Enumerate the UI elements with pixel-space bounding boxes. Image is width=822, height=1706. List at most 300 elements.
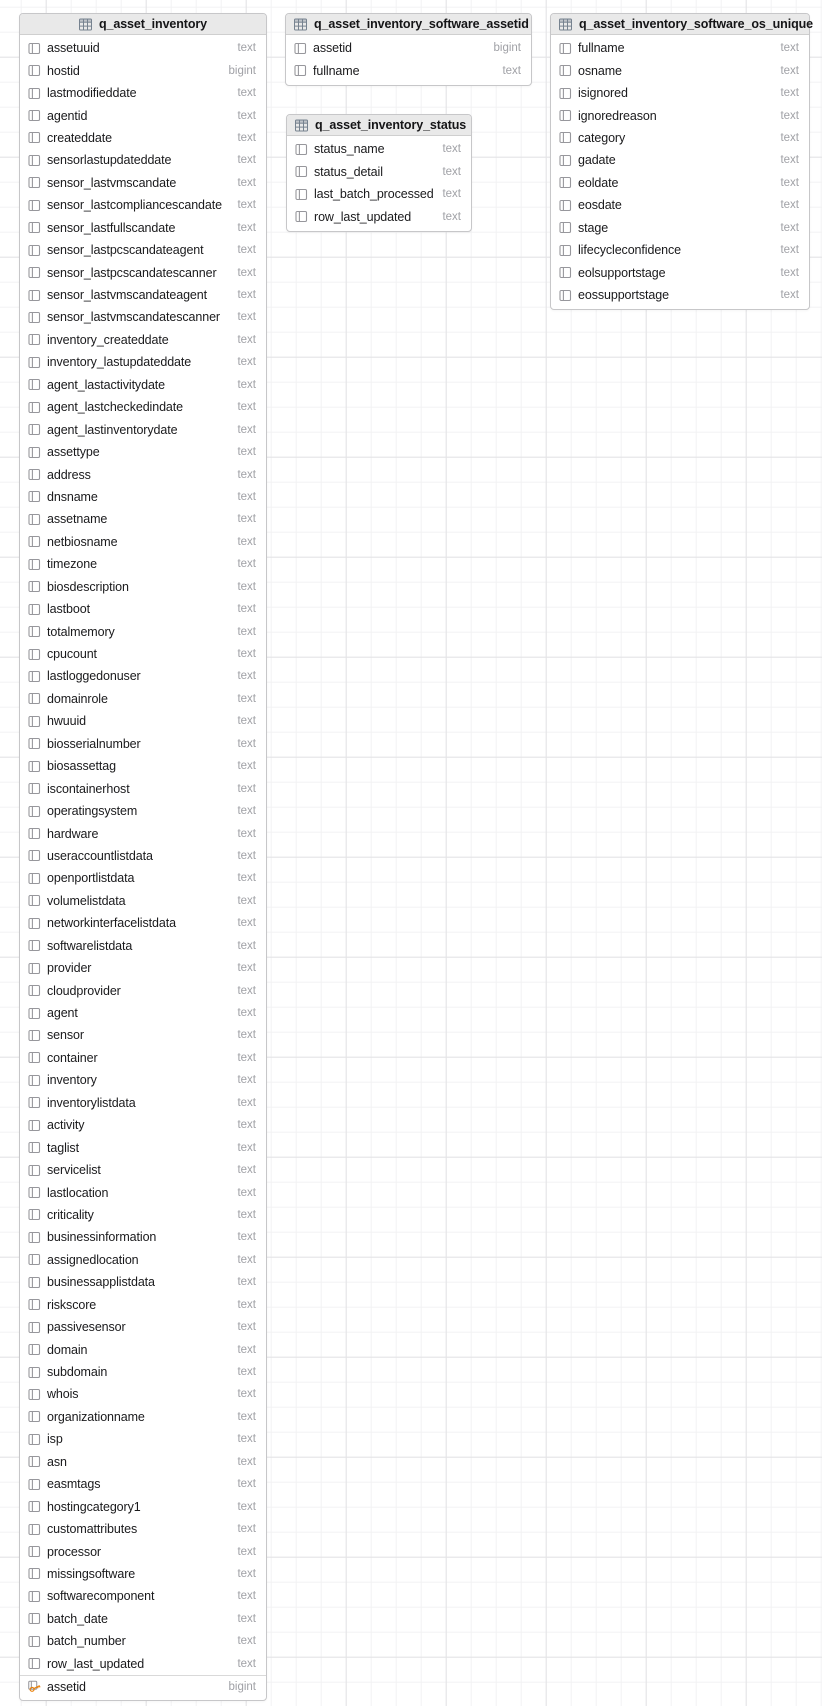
column-row[interactable] [20,912,266,934]
column-type: text [237,872,256,885]
column-name: iscontainerhost [47,781,130,796]
column-row[interactable] [20,1316,266,1338]
column-icon [28,289,41,302]
column-row[interactable] [20,329,266,351]
column-row[interactable] [551,261,809,283]
column-row[interactable] [551,59,809,81]
column-row[interactable] [20,1159,266,1181]
table-title: q_asset_inventory [98,17,208,31]
column-icon [28,1567,41,1580]
column-type: text [780,87,799,100]
column-name: eoldate [578,175,619,190]
column-row[interactable] [20,979,266,1001]
column-type: text [780,199,799,212]
table-node-q_asset_inventory_status[interactable] [286,114,472,232]
column-row[interactable] [20,1585,266,1607]
column-name: inventorylistdata [47,1095,136,1110]
column-row[interactable] [20,463,266,485]
column-row[interactable] [20,1383,266,1405]
column-type: text [780,154,799,167]
column-name: biosdescription [47,579,129,594]
column-name: openportlistdata [47,871,135,886]
column-row[interactable] [20,1361,266,1383]
column-name: domainrole [47,691,108,706]
column-icon [28,558,41,571]
column-icon [28,1657,41,1670]
column-icon [28,1186,41,1199]
column-row[interactable] [20,688,266,710]
column-icon [28,1253,41,1266]
column-row[interactable] [20,37,266,59]
column-name: row_last_updated [314,209,412,224]
column-icon [28,1119,41,1132]
column-name: stage [578,220,609,235]
column-type: bigint [228,64,256,77]
column-type: text [237,1141,256,1154]
column-name: last_batch_processed [314,187,434,202]
column-type: text [237,333,256,346]
column-type: text [237,1635,256,1648]
column-row[interactable] [20,1630,266,1652]
column-icon [28,1523,41,1536]
column-row[interactable] [20,1114,266,1136]
column-row[interactable] [287,205,471,227]
column-icon [28,1096,41,1109]
column-icon [28,64,41,77]
column-name: eosdate [578,198,622,213]
column-icon [559,289,572,302]
column-row[interactable] [20,149,266,171]
column-row[interactable] [20,261,266,283]
column-icon [28,154,41,167]
column-type: text [237,1343,256,1356]
column-row[interactable] [20,1249,266,1271]
column-icon [28,1141,41,1154]
column-icon [28,446,41,459]
column-type: text [237,176,256,189]
column-name: address [47,467,91,482]
column-type: text [237,1119,256,1132]
column-icon [28,468,41,481]
column-row[interactable] [20,800,266,822]
column-row[interactable] [20,935,266,957]
column-icon [28,1478,41,1491]
column-type: text [237,401,256,414]
column-row[interactable] [20,845,266,867]
column-name: businessapplistdata [47,1275,155,1290]
column-row[interactable] [20,710,266,732]
column-row[interactable] [287,138,471,160]
column-row[interactable] [20,1428,266,1450]
column-row[interactable] [20,104,266,126]
column-row[interactable] [20,598,266,620]
column-type: text [780,176,799,189]
column-type: text [780,289,799,302]
table-icon [79,18,92,31]
column-icon [559,87,572,100]
column-type: text [780,64,799,77]
column-row[interactable] [20,755,266,777]
column-name: hardware [47,826,99,841]
column-type: text [237,827,256,840]
column-row[interactable] [20,1495,266,1517]
column-icon [28,1433,41,1446]
column-icon [28,782,41,795]
column-name: sensor_lastpcscandatescanner [47,265,217,280]
column-row[interactable] [20,1473,266,1495]
column-row[interactable] [20,733,266,755]
column-row[interactable] [286,37,531,59]
table-header[interactable] [286,14,531,35]
column-type: text [237,1478,256,1491]
column-icon [28,1590,41,1603]
column-type: text [237,1567,256,1580]
table-header[interactable] [287,115,471,136]
column-icon [28,1635,41,1648]
column-name: assetid [47,1679,86,1694]
column-icon [28,311,41,324]
column-name: lastboot [47,602,90,617]
column-row[interactable] [551,149,809,171]
column-icon [28,423,41,436]
column-type: text [237,1500,256,1513]
column-row[interactable] [20,1069,266,1091]
column-type: text [237,1523,256,1536]
column-name: taglist [47,1140,79,1155]
column-type: text [237,1612,256,1625]
column-type: text [237,1253,256,1266]
column-name: agent_lastactivitydate [47,377,166,392]
column-row[interactable] [20,1451,266,1473]
column-row[interactable] [20,1226,266,1248]
column-icon [28,984,41,997]
column-row[interactable] [20,1204,266,1226]
column-name: criticality [47,1207,94,1222]
column-row[interactable] [20,172,266,194]
column-row[interactable] [20,643,266,665]
column-row[interactable] [20,194,266,216]
column-type: text [237,715,256,728]
column-row[interactable] [20,890,266,912]
column-row[interactable] [20,1092,266,1114]
column-name: sensor_lastpcscandateagent [47,243,204,258]
column-type: text [237,939,256,952]
column-icon [28,1007,41,1020]
column-icon [559,176,572,189]
column-type: text [237,1455,256,1468]
table-node-q_asset_inventory_software_os_unique[interactable] [550,13,813,310]
column-type: text [237,1321,256,1334]
column-icon [295,143,308,156]
column-row[interactable] [20,441,266,463]
column-name: softwarelistdata [47,938,133,953]
column-row[interactable] [20,867,266,889]
column-row[interactable] [551,82,809,104]
column-row[interactable] [20,1518,266,1540]
column-row[interactable] [20,508,266,530]
column-icon [28,580,41,593]
column-row[interactable] [20,1047,266,1069]
column-row[interactable] [20,127,266,149]
column-row[interactable] [20,418,266,440]
column-type: text [237,513,256,526]
column-type: text [237,109,256,122]
column-type: text [780,266,799,279]
column-icon [28,715,41,728]
column-name: lifecycleconfidence [578,243,682,258]
column-type: text [502,64,521,77]
column-type: text [237,894,256,907]
column-icon [28,670,41,683]
column-row[interactable] [20,1540,266,1562]
column-type: text [237,962,256,975]
column-type: text [237,378,256,391]
column-name: netbiosname [47,534,118,549]
column-icon [295,165,308,178]
column-type: text [442,143,461,156]
column-type: text [780,131,799,144]
column-icon [28,131,41,144]
column-row[interactable] [20,351,266,373]
column-icon [28,1276,41,1289]
column-name: fullname [313,63,360,78]
column-icon [28,603,41,616]
column-name: sensor_lastvmscandatescanner [47,310,220,325]
column-type: text [237,1096,256,1109]
column-name: sensorlastupdateddate [47,153,172,168]
column-icon [28,1612,41,1625]
column-name: servicelist [47,1163,101,1178]
column-row[interactable] [20,1271,266,1293]
column-icon [28,1366,41,1379]
column-row[interactable] [20,1563,266,1585]
column-icon [28,535,41,548]
column-icon [28,849,41,862]
column-type: text [237,1366,256,1379]
column-type: text [442,210,461,223]
column-icon [28,1321,41,1334]
table-icon [295,119,308,132]
column-name: sensor_lastvmscandate [47,175,177,190]
column-row[interactable] [20,306,266,328]
column-icon [28,87,41,100]
column-type: text [237,1074,256,1087]
column-icon [559,131,572,144]
column-name: agent_lastcheckedindate [47,400,183,415]
column-row[interactable] [20,957,266,979]
column-type: text [237,1208,256,1221]
column-icon [28,1074,41,1087]
column-row[interactable] [20,1653,266,1675]
column-name: inventory_lastupdateddate [47,355,192,370]
table-node-q_asset_inventory[interactable] [19,13,267,1701]
column-row[interactable] [551,194,809,216]
column-name: assetuuid [47,41,100,56]
column-row[interactable] [287,183,471,205]
column-row[interactable] [20,1024,266,1046]
column-row[interactable] [20,396,266,418]
column-type: text [237,468,256,481]
column-name: hwuuid [47,714,87,729]
column-row[interactable] [20,1294,266,1316]
column-name: agent_lastinventorydate [47,422,178,437]
column-row[interactable] [551,284,809,306]
column-row[interactable] [286,59,531,81]
column-type: text [237,648,256,661]
column-name: cloudprovider [47,983,121,998]
column-icon [28,401,41,414]
column-type: text [237,805,256,818]
column-row[interactable] [20,486,266,508]
column-name: hostingcategory1 [47,1499,141,1514]
column-type: text [237,535,256,548]
column-icon [28,1208,41,1221]
column-type: text [237,849,256,862]
column-name: lastlocation [47,1185,109,1200]
column-name: agentid [47,108,88,123]
key-column-icon [28,1680,41,1693]
table-header[interactable] [551,14,813,35]
column-icon [28,692,41,705]
column-icon [28,221,41,234]
column-type: text [442,165,461,178]
column-icon [559,199,572,212]
column-type: text [237,490,256,503]
column-row[interactable] [551,127,809,149]
column-name: assetid [313,41,352,56]
column-row[interactable] [20,1136,266,1158]
column-icon [28,760,41,773]
column-type: text [237,760,256,773]
table-icon [559,18,572,31]
column-name: subdomain [47,1365,108,1380]
column-name: biosassettag [47,759,116,774]
column-name: container [47,1050,98,1065]
column-name: createddate [47,130,112,145]
column-icon [28,513,41,526]
column-name: row_last_updated [47,1656,145,1671]
column-name: assignedlocation [47,1252,139,1267]
column-name: domain [47,1342,88,1357]
column-row[interactable] [20,576,266,598]
column-list [287,136,471,231]
column-list [286,35,531,85]
column-row[interactable] [551,172,809,194]
column-name: provider [47,961,92,976]
column-name: inventory_createddate [47,332,169,347]
table-header[interactable] [20,14,266,35]
table-title: q_asset_inventory_status [315,118,467,132]
column-name: volumelistdata [47,893,126,908]
column-row[interactable] [287,160,471,182]
column-row[interactable] [551,37,809,59]
column-name: easmtags [47,1477,101,1492]
column-name: softwarecomponent [47,1589,155,1604]
column-name: sensor [47,1028,84,1043]
column-type: text [442,188,461,201]
table-node-q_asset_inventory_software_assetid[interactable] [285,13,532,86]
column-row[interactable] [551,217,809,239]
column-name: eolsupportstage [578,265,666,280]
column-name: lastmodifieddate [47,86,137,101]
column-row[interactable] [20,777,266,799]
column-type: text [237,1657,256,1670]
column-icon [28,827,41,840]
column-row[interactable] [20,239,266,261]
column-name: lastloggedonuser [47,669,141,684]
column-name: processor [47,1544,101,1559]
column-row[interactable] [20,553,266,575]
column-type: text [780,109,799,122]
column-row[interactable] [20,217,266,239]
column-row[interactable] [20,59,266,81]
column-name: passivesensor [47,1320,126,1335]
column-row[interactable] [20,284,266,306]
column-name: biosserialnumber [47,736,141,751]
column-type: text [237,446,256,459]
column-icon [28,1545,41,1558]
column-icon [28,356,41,369]
column-type: text [237,289,256,302]
column-row[interactable] [20,1002,266,1024]
column-row[interactable] [20,374,266,396]
column-row[interactable] [20,822,266,844]
column-row[interactable] [20,531,266,553]
column-name: totalmemory [47,624,115,639]
column-type: text [237,917,256,930]
column-row[interactable] [20,665,266,687]
column-type: text [237,1388,256,1401]
column-icon [28,917,41,930]
column-row[interactable] [20,1675,266,1697]
column-icon [28,1164,41,1177]
column-icon [559,64,572,77]
column-row[interactable] [20,1338,266,1360]
column-row[interactable] [20,620,266,642]
column-icon [28,1298,41,1311]
column-type: text [237,356,256,369]
column-row[interactable] [20,1181,266,1203]
column-row[interactable] [551,104,809,126]
column-icon [28,625,41,638]
column-icon [28,1029,41,1042]
column-name: cpucount [47,647,97,662]
column-type: text [237,670,256,683]
column-type: text [780,42,799,55]
column-type: text [780,244,799,257]
column-type: text [237,42,256,55]
column-name: agent [47,1006,78,1021]
column-name: sensor_lastcompliancescandate [47,198,222,213]
column-row[interactable] [20,1406,266,1428]
column-name: hostid [47,63,80,78]
column-icon [559,244,572,257]
column-type: bigint [493,42,521,55]
column-name: osname [578,63,622,78]
column-icon [28,1051,41,1064]
column-name: sensor_lastvmscandateagent [47,288,207,303]
column-icon [28,894,41,907]
column-name: inventory [47,1073,97,1088]
column-row[interactable] [20,1608,266,1630]
column-icon [28,872,41,885]
column-type: text [237,266,256,279]
column-name: riskscore [47,1297,97,1312]
column-name: sensor_lastfullscandate [47,220,176,235]
column-row[interactable] [551,239,809,261]
column-icon [28,378,41,391]
column-row[interactable] [20,82,266,104]
